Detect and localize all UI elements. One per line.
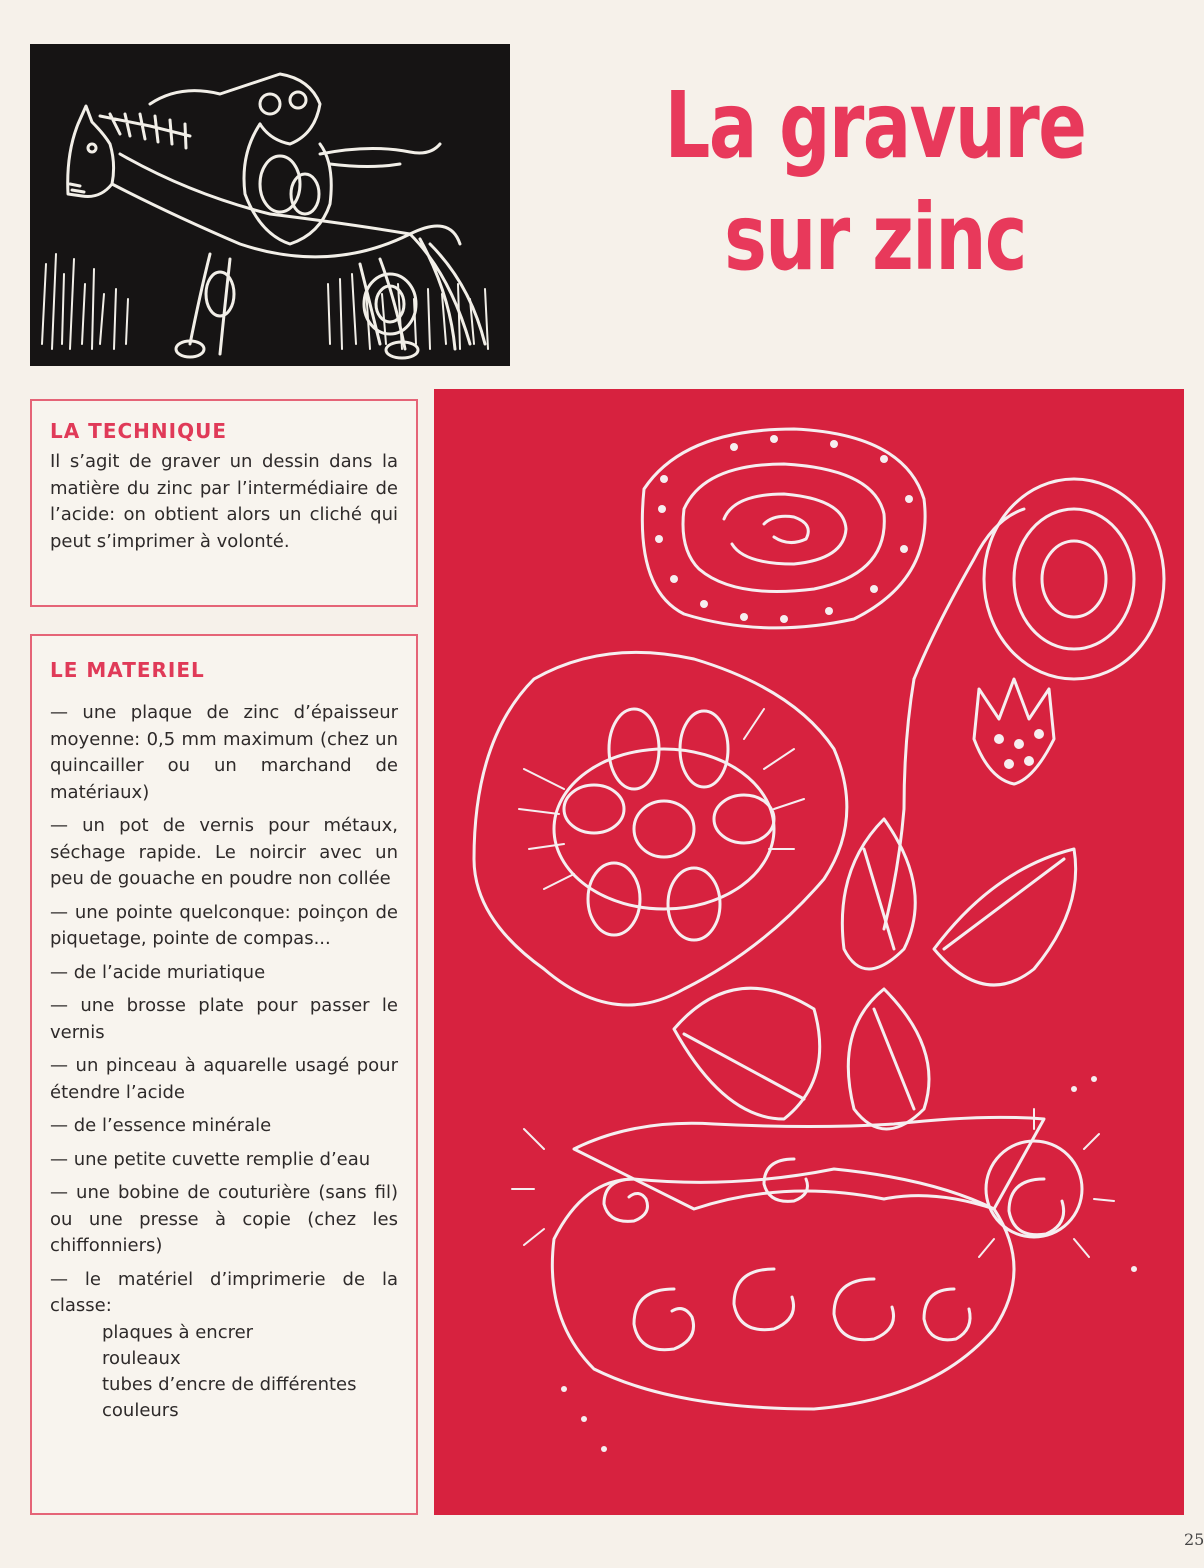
materiel-box	[30, 634, 418, 1515]
title-line-1: La gravure	[664, 72, 1086, 179]
sub-list-item: tubes d’encre de différentes couleurs	[102, 1373, 357, 1421]
horse-rider-engraving	[30, 44, 510, 366]
materiel-item: — un pot de vernis pour métaux, séchage rapide. Le noircir avec un peu de gouache en poudre non collée	[50, 815, 398, 889]
technique-heading: LA TECHNIQUE	[50, 419, 227, 443]
materiel-item: — une brosse plate pour passer le vernis	[50, 995, 398, 1043]
flower-pot-engraving	[434, 389, 1184, 1515]
materiel-heading: LE MATERIEL	[50, 658, 205, 682]
title-line-2: sur zinc	[724, 184, 1026, 291]
materiel-item: — une pointe quelconque: poinçon de piquetage, pointe de compas...	[50, 901, 398, 949]
materiel-item: — de l’acide muriatique	[50, 961, 266, 983]
materiel-sub-list	[50, 1320, 398, 1424]
sub-list-item: rouleaux	[102, 1347, 181, 1369]
materiel-item: — une petite cuvette remplie d’eau	[50, 1148, 371, 1170]
page-number: 25	[1184, 1530, 1204, 1549]
materiel-item: — le matériel d’imprimerie de la classe:	[50, 1268, 398, 1316]
materiel-item: — une plaque de zinc d’épaisseur moyenne: 0,5 mm maximum (chez un quincailler ou un marchand de matériaux)	[50, 702, 398, 803]
technique-text: Il s’agit de graver un dessin dans la matière du zinc par l’intermédiaire de l’acide: on obtient alors un cliché qui peut s’imprimer à volonté.	[50, 451, 398, 552]
materiel-item: — un pinceau à aquarelle usagé pour étendre l’acide	[50, 1055, 398, 1103]
technique-box	[30, 399, 418, 607]
sub-list-item: plaques à encrer	[102, 1321, 254, 1343]
materiel-item: — une bobine de couturière (sans fil) ou une presse à copie (chez les chiffonniers)	[50, 1182, 398, 1256]
page-title	[629, 70, 1120, 294]
materiel-item: — de l’essence minérale	[50, 1115, 272, 1136]
